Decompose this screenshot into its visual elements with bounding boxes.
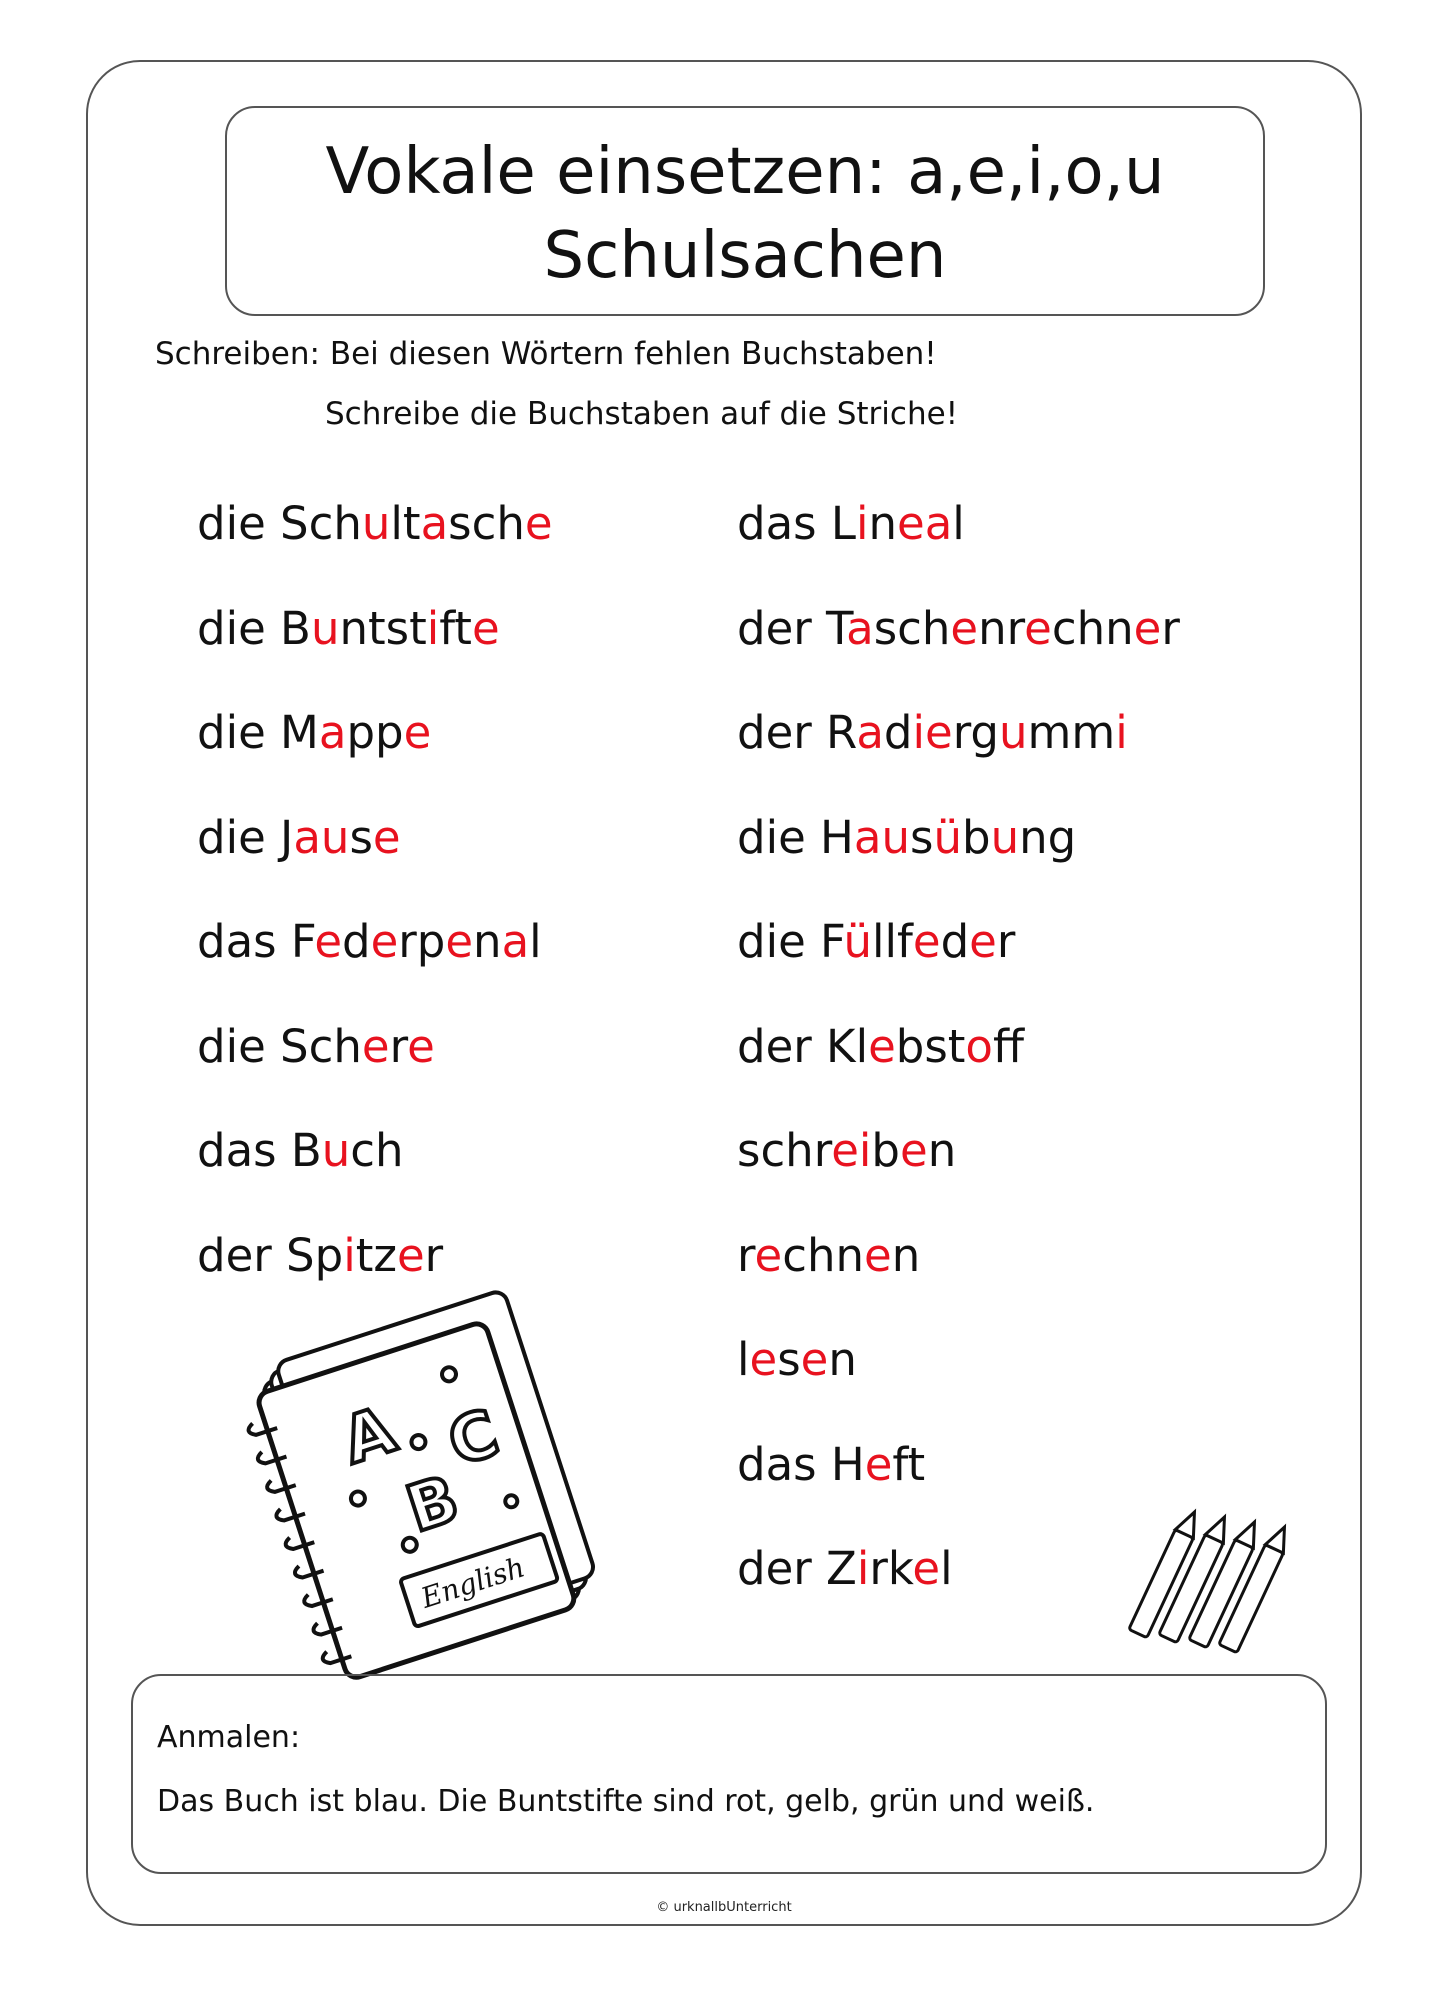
vowel-fill: au [293, 810, 350, 864]
word-fragment: s [910, 810, 934, 864]
vowel-fill: e [868, 1019, 896, 1073]
word-fragment: r [389, 1019, 408, 1073]
vowel-fill: e [950, 601, 979, 655]
vowel-fill: u [361, 497, 391, 550]
word-item [197, 1123, 404, 1179]
word-fragment: der Sp [197, 1228, 344, 1282]
word-fragment: r [424, 1228, 444, 1282]
vowel-fill: e [370, 915, 399, 968]
word-fragment: r [1161, 601, 1180, 655]
word-fragment: die Sch [197, 497, 362, 550]
coloring-text: Das Buch ist blau. Die Buntstifte sind rot, gelb, grün und weiß. [157, 1784, 1095, 1819]
word-fragment: mm [1027, 706, 1116, 759]
word-fragment: rg [952, 706, 999, 759]
word-item [737, 1228, 920, 1284]
vowel-fill: e [314, 915, 342, 968]
word-fragment: r [996, 915, 1016, 968]
word-fragment: n [868, 497, 898, 550]
instruction-line-2: Schreibe die Buchstaben auf die Striche! [325, 396, 959, 432]
vowel-fill: ie [912, 706, 953, 759]
vowel-fill: e [800, 1333, 829, 1386]
word-fragment: die B [197, 601, 311, 655]
word-fragment: ng [1019, 810, 1077, 864]
vowel-fill: e [1133, 601, 1162, 655]
vowel-fill: e [969, 915, 997, 968]
vowel-fill: e [864, 1228, 892, 1282]
vowel-fill: o [965, 1019, 993, 1073]
word-item [197, 810, 401, 866]
instruction-line-1: Schreiben: Bei diesen Wörtern fehlen Buchstaben! [155, 336, 937, 372]
vowel-fill: e [407, 1019, 435, 1073]
word-fragment: chn [1051, 601, 1134, 655]
word-item [197, 1228, 443, 1284]
vowel-fill: e [372, 810, 401, 864]
word-fragment: rk [869, 1542, 913, 1595]
word-fragment: die J [197, 810, 294, 864]
word-fragment: ff [992, 1019, 1024, 1073]
vowel-fill: e [749, 1333, 778, 1386]
vowel-fill: ü [843, 915, 873, 968]
word-item [197, 705, 431, 761]
word-item [737, 1332, 857, 1388]
vowel-fill: a [856, 706, 884, 759]
vowel-fill: au [853, 810, 911, 864]
notebook-letter-c: C [439, 1396, 508, 1482]
vowel-fill: e [900, 1124, 928, 1177]
title-line-1: Vokale einsetzen: a,e,i,o,u [325, 135, 1165, 209]
word-fragment: r [737, 1228, 755, 1282]
copyright-credit: © urknallbUnterricht [656, 1900, 792, 1915]
word-item [737, 1123, 956, 1179]
word-fragment: der T [737, 601, 847, 655]
vowel-fill: e [403, 706, 432, 759]
word-fragment: sch [448, 497, 525, 550]
word-item [737, 496, 965, 552]
word-fragment: der Z [737, 1542, 857, 1595]
word-fragment: l [737, 1333, 750, 1386]
word-fragment: der Kl [737, 1019, 869, 1073]
word-fragment: das L [737, 497, 856, 550]
word-item [737, 705, 1128, 761]
word-fragment: d [940, 915, 970, 968]
word-fragment: l [529, 915, 542, 968]
vowel-fill: i [1115, 706, 1128, 759]
word-item [197, 914, 542, 970]
vowel-fill: ei [831, 1124, 872, 1177]
vowel-fill: e [524, 497, 553, 550]
word-fragment: die M [197, 706, 319, 759]
word-fragment: tz [355, 1228, 397, 1282]
coloring-heading: Anmalen: [157, 1720, 301, 1755]
word-fragment: l [952, 497, 965, 550]
vowel-fill: e [445, 915, 474, 968]
word-item [197, 496, 553, 552]
notebook-label: English [417, 1550, 529, 1615]
word-fragment: b [962, 810, 991, 864]
vowel-fill: u [310, 601, 340, 655]
vowel-fill: i [426, 601, 440, 655]
word-fragment: rp [398, 915, 446, 968]
vowel-fill: a [846, 601, 874, 655]
title-line-2: Schulsachen [543, 219, 947, 293]
word-fragment: das F [197, 915, 315, 968]
word-fragment: l [940, 1542, 953, 1595]
word-fragment: nr [978, 601, 1025, 655]
word-item [737, 810, 1076, 866]
notebook-letter-a: A [333, 1393, 404, 1479]
vowel-fill: i [343, 1228, 356, 1282]
vowel-fill: e [864, 1437, 893, 1491]
word-fragment: der R [737, 706, 857, 759]
word-fragment: bst [895, 1019, 966, 1073]
word-fragment: chn [782, 1228, 864, 1282]
word-fragment: n [473, 915, 502, 968]
title-box [225, 106, 1265, 316]
word-fragment: sch [873, 601, 951, 655]
word-fragment: das H [737, 1437, 865, 1491]
notebook-illustration [220, 1280, 610, 1680]
word-item [197, 1019, 435, 1075]
coloring-box [131, 1674, 1327, 1874]
vowel-fill: a [318, 706, 347, 759]
word-item [197, 601, 500, 657]
word-fragment: d [883, 706, 913, 759]
word-item [737, 1541, 953, 1597]
vowel-fill: ea [897, 497, 953, 550]
word-fragment: n [828, 1333, 857, 1386]
word-fragment: n [891, 1228, 921, 1282]
word-fragment: n [927, 1124, 957, 1177]
vowel-fill: e [361, 1019, 390, 1073]
word-fragment: lt [390, 497, 421, 550]
vowel-fill: e [1024, 601, 1052, 655]
vowel-fill: a [501, 915, 530, 968]
vowel-fill: e [754, 1228, 783, 1282]
vowel-fill: u [990, 810, 1020, 864]
vowel-fill: i [856, 1542, 870, 1595]
vowel-fill: a [420, 497, 449, 550]
word-fragment: d [342, 915, 371, 968]
word-fragment: b [871, 1124, 900, 1177]
crayons-illustration [1115, 1500, 1295, 1670]
vowel-fill: ü [933, 810, 962, 864]
word-fragment: s [349, 810, 373, 864]
word-fragment: pp [346, 706, 404, 759]
word-fragment: ch [350, 1124, 404, 1177]
word-fragment: ft [892, 1437, 926, 1491]
vowel-fill: e [471, 601, 500, 655]
word-fragment: die F [737, 915, 844, 968]
word-fragment: das B [197, 1124, 322, 1177]
word-fragment: s [777, 1333, 801, 1386]
vowel-fill: e [912, 915, 941, 968]
word-item [737, 1019, 1024, 1075]
word-fragment: llf [872, 915, 913, 968]
vowel-fill: e [396, 1228, 425, 1282]
vowel-fill: u [998, 706, 1028, 759]
word-item [737, 601, 1180, 657]
word-item [737, 914, 1015, 970]
word-item [737, 1437, 925, 1493]
word-fragment: schr [737, 1124, 832, 1177]
word-fragment: ntst [339, 601, 427, 655]
word-fragment: die Sch [197, 1019, 362, 1073]
vowel-fill: u [321, 1124, 351, 1177]
notebook-letter-b: B [398, 1461, 468, 1548]
word-fragment: die H [737, 810, 854, 864]
vowel-fill: i [855, 497, 869, 550]
word-fragment: ft [439, 601, 472, 655]
vowel-fill: e [912, 1542, 941, 1595]
